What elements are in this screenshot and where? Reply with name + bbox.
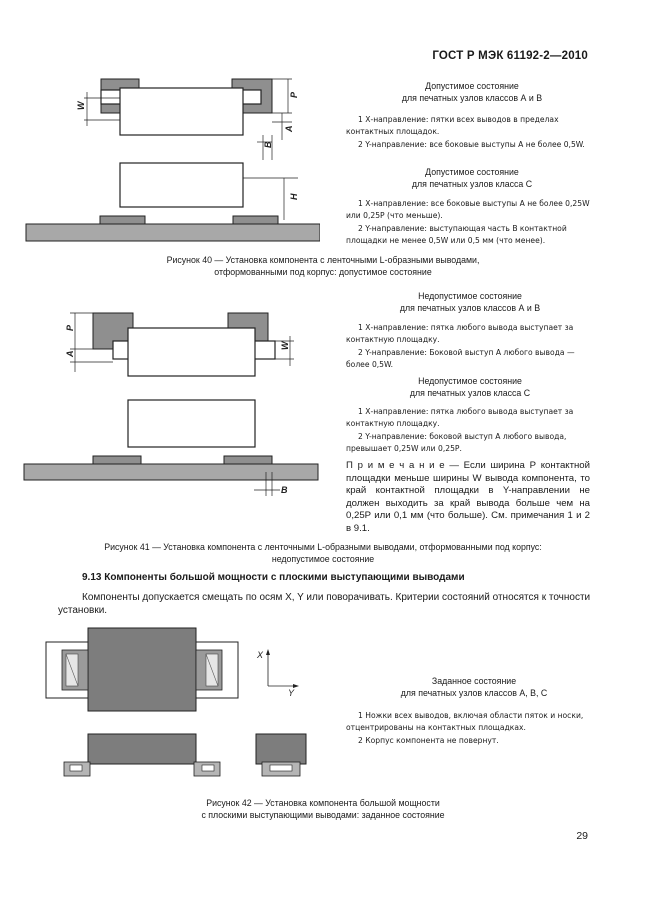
fig40-state2-note-1: 1 Х-направление: все боковые выступы А не более 0,25W или 0,25Р (что меньше). xyxy=(346,199,590,220)
figure-40-caption-2: отформованными под корпус: допустимое состояние xyxy=(214,267,432,277)
fig42-note-2: 2 Корпус компонента не повернут. xyxy=(358,736,499,745)
figure-41-drawing xyxy=(18,300,328,505)
section-heading: 9.13 Компоненты большой мощности с плоскими выступающими выводами xyxy=(82,572,465,583)
axis-y-label: Y xyxy=(288,688,295,698)
label-b: B xyxy=(281,485,288,495)
fig41-note-paragraph: П р и м е ч а н и е — Если ширина Р контактной площадки меньше ширины W вывода компонента, то край контактной площадки в Y-направлении не должен выходить за край вывода больше чем на 0,25Р или 0,1 мм (что больше). См. примечания 1 и 2 в 9.1. xyxy=(346,460,590,534)
fig42-state-subtitle: для печатных узлов классов А, В, С xyxy=(400,688,548,698)
fig41-state1-title: Недопустимое состояние xyxy=(418,291,522,301)
fig41-state2-note-1: 1 Х-направление: пятка любого вывода выступает за контактную площадку. xyxy=(346,407,574,428)
label-p: P xyxy=(289,91,299,98)
figure-40-caption: Рисунок 40 — Установка компонента с ленточными L-образными выводами, xyxy=(166,255,480,265)
fig41-state1-note-1: 1 Х-направление: пятка любого вывода выступает за контактную площадку. xyxy=(346,323,574,344)
fig41-state1-subtitle: для печатных узлов классов А и В xyxy=(399,303,541,313)
figure-40-drawing xyxy=(20,70,320,245)
fig41-state1-note-2: 2 Y-направление: Боковой выступ А любого вывода — более 0,5W. xyxy=(346,348,575,369)
fig40-state2-note-2: 2 Y-направление: выступающая часть В контактной площадки не менее 0,5W или 0,5 мм (что менее). xyxy=(346,224,567,245)
label-b: B xyxy=(263,141,273,148)
pcb-board xyxy=(26,224,320,241)
pad-side-left xyxy=(93,456,141,464)
pad-side-right xyxy=(224,456,272,464)
lead-right xyxy=(253,341,275,359)
fig41-state2-note-2: 2 Y-направление: боковой выступ А любого вывода, превышает 0,25W или 0,25Р. xyxy=(346,432,567,453)
figure-42-caption-2: с плоскими выступающими выводами: заданное состояние xyxy=(201,810,445,820)
fig40-state1-note-1: 1 Х-направление: пятки всех выводов в пределах контактных площадок. xyxy=(346,115,559,136)
lead-right xyxy=(241,90,261,104)
label-h: H xyxy=(289,193,299,200)
component-body-side xyxy=(120,163,243,207)
figure-42-caption: Рисунок 42 — Установка компонента большой мощности xyxy=(206,798,440,808)
component-body-side xyxy=(88,734,196,764)
component-end-view xyxy=(256,734,306,764)
pad-side-right xyxy=(233,216,278,224)
component-body-top xyxy=(120,88,243,135)
fig40-state2-title: Допустимое состояние xyxy=(425,167,519,177)
pad-side-left xyxy=(100,216,145,224)
fig41-state2-subtitle: для печатных узлов класса С xyxy=(409,388,531,398)
section-paragraph: Компоненты допускается смещать по осям X, Y или поворачивать. Критерии состояний относятся к точности установки. xyxy=(58,592,591,616)
fig42-note-1: 1 Ножки всех выводов, включая области пяток и носки, отцентрированы на контактных площадках. xyxy=(346,711,584,732)
page-number: 29 xyxy=(576,830,588,842)
component-body-top xyxy=(88,628,196,711)
document-header: ГОСТ Р МЭК 61192-2—2010 xyxy=(432,50,588,62)
fig42-state-title: Заданное состояние xyxy=(431,676,517,686)
label-a: A xyxy=(65,350,75,357)
fig40-state1-note-2: 2 Y-направление: все боковые выступы А не более 0,5W. xyxy=(358,140,585,149)
fig40-state2-subtitle: для печатных узлов класса С xyxy=(411,179,533,189)
figure-41-caption-2: недопустимое состояние xyxy=(271,554,375,564)
figure-42-drawing xyxy=(40,622,340,782)
fig40-state1-subtitle: для печатных узлов классов А и В xyxy=(401,93,543,103)
figure-41-caption: Рисунок 41 — Установка компонента с ленточными L-образными выводами, отформованными под корпус: xyxy=(104,542,542,552)
pcb-board xyxy=(24,464,318,480)
axis-x-label: X xyxy=(257,650,264,660)
label-w: W xyxy=(76,101,86,110)
component-body-top xyxy=(128,328,255,376)
label-a: A xyxy=(284,125,294,132)
label-p: P xyxy=(65,324,75,331)
fig40-state1-title: Допустимое состояние xyxy=(425,81,519,91)
label-w: W xyxy=(280,341,290,350)
component-body-side xyxy=(128,400,255,447)
fig41-state2-title: Недопустимое состояние xyxy=(418,376,522,386)
